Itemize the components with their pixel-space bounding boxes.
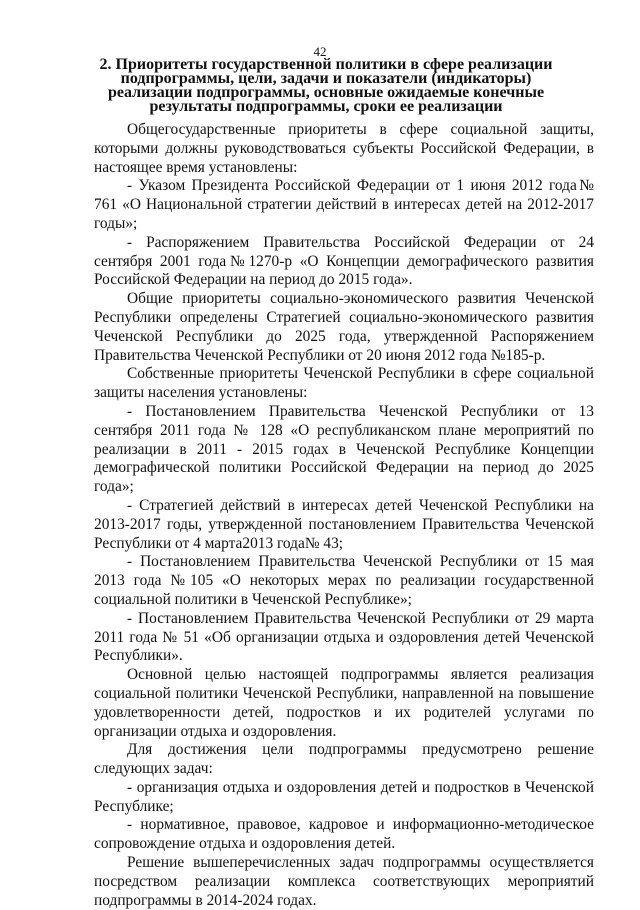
paragraph: - Постановлением Правительства Чеченской Республики от 29 марта 2011 года № 51 «Об организации отдыха и оздоровления детей Чеченской Республики». — [94, 609, 594, 665]
paragraph: - Указом Президента Российской Федерации от 1 июня 2012 года№ 761 «О Национальной стратегии действий в интересах детей на 2012-2017 годы»; — [94, 177, 594, 232]
section-heading: 2. Приоритеты государственной политики в сфере реализации подпрограммы, цели, задачи и показатели (индикаторы) реализации подпрограммы, основные ожидаемые конечные результаты подпрограммы, сроки ее реализации — [99, 56, 553, 115]
paragraph: - Постановлением Правительства Чеченской Республики от 13 сентября 2011 года № 128 «О республиканском плане мероприятий по реализации в 2011 - 2015 годах в Чеченской Республике Концепции демографической политики Российской Федерации на период до 2025 года»; — [94, 402, 594, 496]
paragraph: - нормативное, правовое, кадровое и информационно-методическое сопровождение отдыха и оздоровления детей. — [94, 816, 594, 853]
page-number: 42 — [313, 44, 327, 59]
paragraph: Общегосударственные приоритеты в сфере социальной защиты, которыми должны руководствоваться субъекты Российской Федерации, в настоящее время установлены: — [94, 121, 594, 176]
paragraph: Основной целью настоящей подпрограммы является реализация социальной политики Чеченской Республики, направленной на повышение удовлетворенности детей, подростков и их родителей услугами по организации отдыха и оздоровления. — [94, 666, 594, 740]
paragraph: - Стратегией действий в интересах детей Чеченской Республики на 2013-2017 годы, утвержденной постановлением Правительства Чеченской Республики от 4 марта2013 года№ 43; — [94, 496, 594, 552]
paragraph: Для достижения цели подпрограммы предусмотрено решение следующих задач: — [94, 741, 594, 778]
paragraph: Решение вышеперечисленных задач подпрограммы осуществляется посредством реализации комплекса соответствующих мероприятий подпрограммы в 2014-2024 годах. — [94, 854, 594, 909]
body-text — [94, 121, 594, 910]
paragraph: Общие приоритеты социально-экономического развития Чеченской Республики определены Стратегией социально-экономического развития Чеченской Республики до 2025 года, утвержденной Распоряжением Правительства Чеченской Республики от 20 июня 2012 года №185-р. — [94, 290, 594, 364]
paragraph: - Постановлением Правительства Чеченской Республики от 15 мая 2013 года №105 «О некоторых мерах по реализации государственной социальной политики в Чеченской Республике»; — [94, 553, 594, 608]
paragraph: - Распоряжением Правительства Российской Федерации от 24 сентября 2001 года№1270-р «О Концепции демографического развития Российской Федерации на период до 2015 года». — [94, 233, 594, 289]
paragraph: - организация отдыха и оздоровления детей и подростков в Чеченской Республике; — [94, 778, 594, 815]
paragraph: Собственные приоритеты Чеченской Республики в сфере социальной защиты населения установлены: — [94, 365, 594, 402]
